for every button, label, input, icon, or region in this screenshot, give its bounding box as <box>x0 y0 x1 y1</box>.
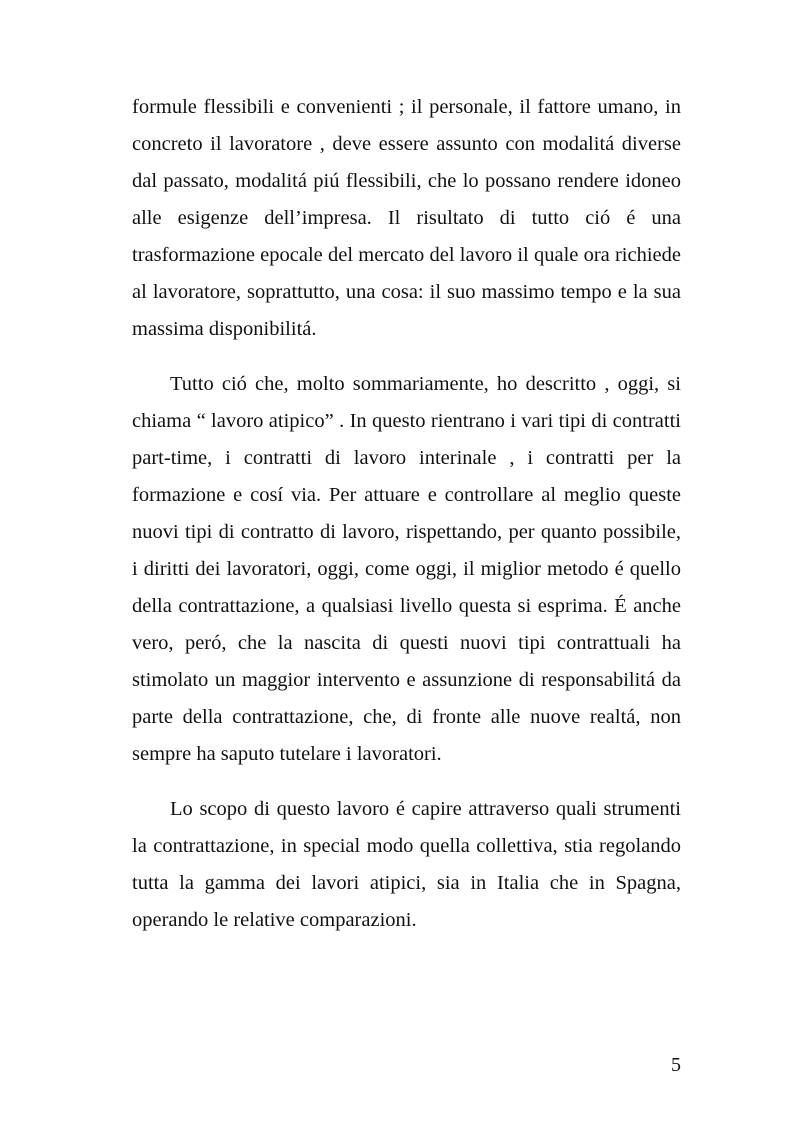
paragraph-continuation: formule flessibili e convenienti ; il personale, il fattore umano, in concreto il lavoratore , deve essere assunto con modalitá diverse dal passato, modalitá piú flessibili, che lo possano rendere idoneo alle esigenze dell’impresa. Il risultato di tutto ció é una trasformazione epocale del mercato del lavoro il quale ora richiede al lavoratore, soprattutto, una cosa: il suo massimo tempo e la sua massima disponibilitá. <box>132 96 681 340</box>
page-number: 5 <box>671 1054 681 1076</box>
paragraph-lavoro-atipico: Tutto ció che, molto sommariamente, ho descritto , oggi, si chiama “ lavoro atipico” . In questo rientrano i vari tipi di contratti part-time, i contratti di lavoro interinale , i contratti per la formazione e cosí via. Per attuare e controllare al meglio queste nuovi tipi di contratto di lavoro, rispettando, per quanto possibile, i diritti dei lavoratori, oggi, come oggi, il miglior metodo é quello della contrattazione, a qualsiasi livello questa si esprima. É anche vero, peró, che la nascita di questi nuovi tipi contrattuali ha stimolato un maggior intervento e assunzione di responsabilitá da parte della contrattazione, che, di fronte alle nuove realtá, non sempre ha saputo tutelare i lavoratori. <box>132 373 681 765</box>
body-text <box>132 89 681 939</box>
paragraph-scopo: Lo scopo di questo lavoro é capire attraverso quali strumenti la contrattazione, in special modo quella collettiva, stia regolando tutta la gamma dei lavori atipici, sia in Italia che in Spagna, operando le relative comparazioni. <box>132 798 681 931</box>
